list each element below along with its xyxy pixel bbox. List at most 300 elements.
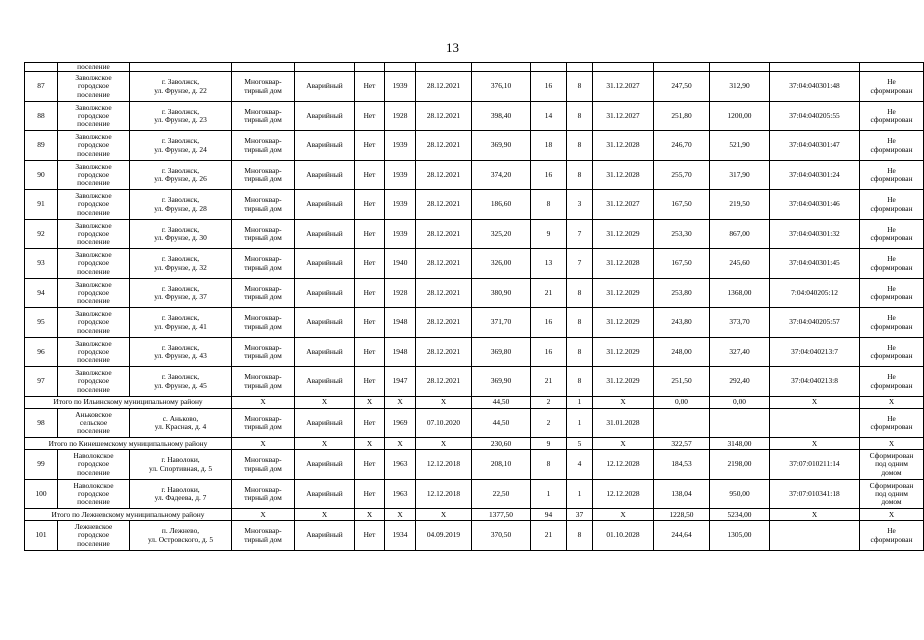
table-body <box>25 63 924 551</box>
resettled-area-cell: 138,04 <box>654 479 710 509</box>
municipality-cell: Заволжское городское поселение <box>58 160 130 190</box>
table-row <box>25 408 924 438</box>
year-built-cell: 1963 <box>385 479 416 509</box>
subtotal-deadline-cell: X <box>593 438 654 450</box>
flag-cell: Нет <box>355 408 385 438</box>
table-row <box>25 190 924 220</box>
land-plot-cell: Не сформирован <box>860 521 924 551</box>
subtotal-area2-cell: 0,00 <box>654 396 710 408</box>
address-cell: г. Заволжск, ул. Фрунзе, д. 28 <box>130 190 232 220</box>
cost-cell: 292,40 <box>710 367 770 397</box>
flats-cell: 8 <box>567 308 593 338</box>
land-plot-cell: Не сформирован <box>860 72 924 102</box>
year-built-cell: 1939 <box>385 160 416 190</box>
subtotal-land-cell: X <box>860 509 924 521</box>
subtotal-area-cell: 1377,50 <box>472 509 531 521</box>
flag-cell: Нет <box>355 308 385 338</box>
year-built-cell: 1934 <box>385 521 416 551</box>
row-number-cell: 93 <box>25 249 58 279</box>
table-row <box>25 160 924 190</box>
address-cell: г. Наволоки, ул. Спортивная, д. 5 <box>130 450 232 480</box>
building-type-cell: Многоквар- тирный дом <box>232 408 295 438</box>
status-cell: Аварийный <box>295 367 355 397</box>
subtotal-cost-cell: 0,00 <box>710 396 770 408</box>
municipality-cell: Заволжское городское поселение <box>58 101 130 131</box>
subtotal-row <box>25 438 924 450</box>
deadline-cell: 31.01.2028 <box>593 408 654 438</box>
flag-cell: Нет <box>355 190 385 220</box>
deadline-cell: 31.12.2029 <box>593 219 654 249</box>
resettled-area-cell: 251,50 <box>654 367 710 397</box>
deadline-cell: 31.12.2029 <box>593 308 654 338</box>
cadastral-number-cell: 37:04:040301:48 <box>770 72 860 102</box>
deadline-cell: 31.12.2028 <box>593 160 654 190</box>
subtotal-year-cell: X <box>385 438 416 450</box>
status-cell: Аварийный <box>295 131 355 161</box>
area-cell: 380,90 <box>472 278 531 308</box>
flats-cell: 8 <box>567 278 593 308</box>
building-type-cell: Многоквар- тирный дом <box>232 450 295 480</box>
year-built-cell: 1939 <box>385 219 416 249</box>
cadastral-number-cell: 37:04:040213:8 <box>770 367 860 397</box>
cadastral-number-cell <box>770 521 860 551</box>
cadastral-number-cell: 37:04:040301:45 <box>770 249 860 279</box>
area-cell: 376,10 <box>472 72 531 102</box>
subtotal-type-cell: X <box>232 509 295 521</box>
building-type-cell: Многоквар- тирный дом <box>232 479 295 509</box>
cost-cell: 521,90 <box>710 131 770 161</box>
subtotal-area-cell: 44,50 <box>472 396 531 408</box>
resettled-area-cell: 184,53 <box>654 450 710 480</box>
year-built-cell: 1939 <box>385 131 416 161</box>
subtotal-flats-cell: 5 <box>567 438 593 450</box>
row-number-cell: 90 <box>25 160 58 190</box>
recognition-date-cell: 12.12.2018 <box>416 479 472 509</box>
area-cell: 325,20 <box>472 219 531 249</box>
status-cell: Аварийный <box>295 479 355 509</box>
residents-cell: 16 <box>531 337 567 367</box>
building-type-cell: Многоквар- тирный дом <box>232 249 295 279</box>
resettled-area-cell: 243,80 <box>654 308 710 338</box>
deadline-cell: 31.12.2027 <box>593 190 654 220</box>
land-plot-cell: Не сформирован <box>860 160 924 190</box>
cadastral-number-cell: 37:07:010341:18 <box>770 479 860 509</box>
flag-cell: Нет <box>355 278 385 308</box>
address-cell: г. Наволоки, ул. Фадеева, д. 7 <box>130 479 232 509</box>
building-type-cell: Многоквар- тирный дом <box>232 308 295 338</box>
row-number-cell: 92 <box>25 219 58 249</box>
flag-cell: Нет <box>355 249 385 279</box>
year-built-cell: 1948 <box>385 337 416 367</box>
residents-cell: 21 <box>531 278 567 308</box>
municipality-cell: поселение <box>58 63 130 72</box>
building-type-cell: Многоквар- тирный дом <box>232 521 295 551</box>
residents-cell: 9 <box>531 219 567 249</box>
status-cell: Аварийный <box>295 408 355 438</box>
land-plot-cell: Сформирован под одним домом <box>860 479 924 509</box>
subtotal-status-cell: X <box>295 396 355 408</box>
flats-cell: 8 <box>567 521 593 551</box>
row-number-cell: 99 <box>25 450 58 480</box>
table-row-fragment <box>25 63 924 72</box>
address-cell: п. Лежнево, ул. Островского, д. 5 <box>130 521 232 551</box>
table-row <box>25 72 924 102</box>
row-number-cell: 91 <box>25 190 58 220</box>
recognition-date-cell: 28.12.2021 <box>416 308 472 338</box>
row-number-cell: 88 <box>25 101 58 131</box>
status-cell: Аварийный <box>295 219 355 249</box>
subtotal-date-cell: X <box>416 438 472 450</box>
municipality-cell: Наволокское городское поселение <box>58 479 130 509</box>
land-plot-cell: Не сформирован <box>860 408 924 438</box>
subtotal-row <box>25 396 924 408</box>
flag-cell: Нет <box>355 101 385 131</box>
building-type-cell: Многоквар- тирный дом <box>232 337 295 367</box>
deadline-cell: 31.12.2027 <box>593 101 654 131</box>
area-cell: 371,70 <box>472 308 531 338</box>
status-cell: Аварийный <box>295 450 355 480</box>
address-cell: г. Заволжск, ул. Фрунзе, д. 37 <box>130 278 232 308</box>
year-built-cell: 1948 <box>385 308 416 338</box>
flag-cell: Нет <box>355 337 385 367</box>
cost-cell: 867,00 <box>710 219 770 249</box>
subtotal-deadline-cell: X <box>593 509 654 521</box>
municipality-cell: Заволжское городское поселение <box>58 190 130 220</box>
subtotal-row <box>25 509 924 521</box>
recognition-date-cell: 07.10.2020 <box>416 408 472 438</box>
residents-cell: 16 <box>531 72 567 102</box>
residents-cell: 21 <box>531 367 567 397</box>
subtotal-flag-cell: X <box>355 509 385 521</box>
table-row <box>25 337 924 367</box>
year-built-cell: 1963 <box>385 450 416 480</box>
subtotal-deadline-cell: X <box>593 396 654 408</box>
deadline-cell: 31.12.2029 <box>593 367 654 397</box>
table-row <box>25 101 924 131</box>
cadastral-number-cell: 37:04:040213:7 <box>770 337 860 367</box>
flag-cell: Нет <box>355 72 385 102</box>
land-plot-cell: Не сформирован <box>860 308 924 338</box>
cost-cell: 950,00 <box>710 479 770 509</box>
area-cell: 22,50 <box>472 479 531 509</box>
land-plot-cell: Не сформирован <box>860 131 924 161</box>
resettled-area-cell: 167,50 <box>654 190 710 220</box>
recognition-date-cell: 28.12.2021 <box>416 131 472 161</box>
land-plot-cell: Не сформирован <box>860 249 924 279</box>
flats-cell: 3 <box>567 190 593 220</box>
residents-cell: 2 <box>531 408 567 438</box>
flats-cell: 8 <box>567 337 593 367</box>
status-cell: Аварийный <box>295 101 355 131</box>
status-cell: Аварийный <box>295 308 355 338</box>
subtotal-label: Итого по Ильинскому муниципальному району <box>25 396 232 408</box>
deadline-cell: 12.12.2028 <box>593 450 654 480</box>
cost-cell: 317,90 <box>710 160 770 190</box>
flats-cell: 7 <box>567 249 593 279</box>
area-cell: 369,90 <box>472 367 531 397</box>
municipality-cell: Лежневское городское поселение <box>58 521 130 551</box>
subtotal-cost-cell: 5234,00 <box>710 509 770 521</box>
subtotal-area2-cell: 322,57 <box>654 438 710 450</box>
municipality-cell: Заволжское городское поселение <box>58 249 130 279</box>
address-cell: г. Заволжск, ул. Фрунзе, д. 24 <box>130 131 232 161</box>
resettled-area-cell: 253,80 <box>654 278 710 308</box>
status-cell: Аварийный <box>295 337 355 367</box>
flag-cell: Нет <box>355 131 385 161</box>
recognition-date-cell: 28.12.2021 <box>416 367 472 397</box>
building-type-cell: Многоквар- тирный дом <box>232 367 295 397</box>
subtotal-people-cell: 94 <box>531 509 567 521</box>
building-type-cell: Многоквар- тирный дом <box>232 131 295 161</box>
recognition-date-cell: 28.12.2021 <box>416 278 472 308</box>
row-number-cell: 87 <box>25 72 58 102</box>
cadastral-number-cell: 37:04:040205:57 <box>770 308 860 338</box>
year-built-cell: 1939 <box>385 72 416 102</box>
subtotal-cadastral-cell: X <box>770 438 860 450</box>
subtotal-label: Итого по Кинешемскому муниципальному району <box>25 438 232 450</box>
building-type-cell: Многоквар- тирный дом <box>232 190 295 220</box>
cost-cell: 2198,00 <box>710 450 770 480</box>
flag-cell: Нет <box>355 450 385 480</box>
status-cell: Аварийный <box>295 160 355 190</box>
year-built-cell: 1939 <box>385 190 416 220</box>
flag-cell: Нет <box>355 160 385 190</box>
recognition-date-cell: 28.12.2021 <box>416 219 472 249</box>
subtotal-status-cell: X <box>295 438 355 450</box>
area-cell: 44,50 <box>472 408 531 438</box>
year-built-cell: 1947 <box>385 367 416 397</box>
resettled-area-cell: 248,00 <box>654 337 710 367</box>
row-number-cell: 101 <box>25 521 58 551</box>
table-row <box>25 249 924 279</box>
residents-cell: 1 <box>531 479 567 509</box>
flats-cell: 8 <box>567 101 593 131</box>
cost-cell: 219,50 <box>710 190 770 220</box>
land-plot-cell: Не сформирован <box>860 337 924 367</box>
table-row <box>25 479 924 509</box>
subtotal-status-cell: X <box>295 509 355 521</box>
recognition-date-cell: 12.12.2018 <box>416 450 472 480</box>
recognition-date-cell: 28.12.2021 <box>416 72 472 102</box>
table-row <box>25 131 924 161</box>
subtotal-land-cell: X <box>860 396 924 408</box>
land-plot-cell: Не сформирован <box>860 278 924 308</box>
area-cell: 398,40 <box>472 101 531 131</box>
resettled-area-cell: 255,70 <box>654 160 710 190</box>
cadastral-number-cell: 7:04:040205:12 <box>770 278 860 308</box>
recognition-date-cell: 28.12.2021 <box>416 101 472 131</box>
address-cell: г. Заволжск, ул. Фрунзе, д. 43 <box>130 337 232 367</box>
table-row <box>25 367 924 397</box>
flats-cell: 4 <box>567 450 593 480</box>
page-number: 13 <box>446 40 459 55</box>
row-number-cell: 94 <box>25 278 58 308</box>
address-cell: г. Заволжск, ул. Фрунзе, д. 30 <box>130 219 232 249</box>
subtotal-year-cell: X <box>385 509 416 521</box>
recognition-date-cell: 28.12.2021 <box>416 249 472 279</box>
status-cell: Аварийный <box>295 190 355 220</box>
address-cell: г. Заволжск, ул. Фрунзе, д. 23 <box>130 101 232 131</box>
area-cell: 208,10 <box>472 450 531 480</box>
cadastral-number-cell: 37:04:040301:47 <box>770 131 860 161</box>
recognition-date-cell: 28.12.2021 <box>416 337 472 367</box>
area-cell: 369,90 <box>472 131 531 161</box>
cost-cell: 1200,00 <box>710 101 770 131</box>
residents-cell: 8 <box>531 190 567 220</box>
cadastral-number-cell: 37:07:010211:14 <box>770 450 860 480</box>
year-built-cell: 1940 <box>385 249 416 279</box>
row-number-cell: 95 <box>25 308 58 338</box>
deadline-cell: 31.12.2029 <box>593 337 654 367</box>
resettled-area-cell: 247,50 <box>654 72 710 102</box>
subtotal-label: Итого по Лежневскому муниципальному району <box>25 509 232 521</box>
land-plot-cell: Не сформирован <box>860 367 924 397</box>
cadastral-number-cell: 37:04:040301:46 <box>770 190 860 220</box>
resettled-area-cell: 253,30 <box>654 219 710 249</box>
status-cell: Аварийный <box>295 278 355 308</box>
address-cell: г. Заволжск, ул. Фрунзе, д. 26 <box>130 160 232 190</box>
deadline-cell: 31.12.2028 <box>593 131 654 161</box>
status-cell: Аварийный <box>295 72 355 102</box>
subtotal-type-cell: X <box>232 396 295 408</box>
recognition-date-cell: 04.09.2019 <box>416 521 472 551</box>
table-row <box>25 521 924 551</box>
subtotal-flag-cell: X <box>355 396 385 408</box>
resettled-area-cell: 246,70 <box>654 131 710 161</box>
building-type-cell: Многоквар- тирный дом <box>232 278 295 308</box>
residents-cell: 8 <box>531 450 567 480</box>
flag-cell: Нет <box>355 521 385 551</box>
building-type-cell: Многоквар- тирный дом <box>232 72 295 102</box>
municipality-cell: Заволжское городское поселение <box>58 278 130 308</box>
subtotal-cadastral-cell: X <box>770 509 860 521</box>
municipality-cell: Заволжское городское поселение <box>58 131 130 161</box>
subtotal-people-cell: 9 <box>531 438 567 450</box>
subtotal-flats-cell: 1 <box>567 396 593 408</box>
deadline-cell: 31.12.2029 <box>593 278 654 308</box>
land-plot-cell: Не сформирован <box>860 190 924 220</box>
subtotal-year-cell: X <box>385 396 416 408</box>
residents-cell: 18 <box>531 131 567 161</box>
row-number-cell: 97 <box>25 367 58 397</box>
area-cell: 370,50 <box>472 521 531 551</box>
address-cell: с. Аньково, ул. Красная, д. 4 <box>130 408 232 438</box>
municipality-cell: Заволжское городское поселение <box>58 219 130 249</box>
residents-cell: 14 <box>531 101 567 131</box>
address-cell: г. Заволжск, ул. Фрунзе, д. 22 <box>130 72 232 102</box>
cost-cell: 327,40 <box>710 337 770 367</box>
municipality-cell: Заволжское городское поселение <box>58 308 130 338</box>
land-plot-cell: Не сформирован <box>860 219 924 249</box>
recognition-date-cell: 28.12.2021 <box>416 160 472 190</box>
area-cell: 369,80 <box>472 337 531 367</box>
subtotal-flats-cell: 37 <box>567 509 593 521</box>
flag-cell: Нет <box>355 479 385 509</box>
municipality-cell: Наволокское городское поселение <box>58 450 130 480</box>
year-built-cell: 1928 <box>385 101 416 131</box>
cadastral-number-cell: 37:04:040301:32 <box>770 219 860 249</box>
flats-cell: 1 <box>567 408 593 438</box>
subtotal-date-cell: X <box>416 396 472 408</box>
cost-cell: 312,90 <box>710 72 770 102</box>
row-number-cell: 100 <box>25 479 58 509</box>
flats-cell: 1 <box>567 479 593 509</box>
row-number-cell: 98 <box>25 408 58 438</box>
subtotal-people-cell: 2 <box>531 396 567 408</box>
deadline-cell: 01.10.2028 <box>593 521 654 551</box>
cadastral-number-cell <box>770 408 860 438</box>
resettled-area-cell: 251,80 <box>654 101 710 131</box>
resettled-area-cell <box>654 408 710 438</box>
table-row <box>25 278 924 308</box>
cadastral-number-cell: 37:04:040205:55 <box>770 101 860 131</box>
cadastral-number-cell: 37:04:040301:24 <box>770 160 860 190</box>
deadline-cell: 12.12.2028 <box>593 479 654 509</box>
address-cell: г. Заволжск, ул. Фрунзе, д. 41 <box>130 308 232 338</box>
year-built-cell: 1969 <box>385 408 416 438</box>
building-type-cell: Многоквар- тирный дом <box>232 101 295 131</box>
status-cell: Аварийный <box>295 249 355 279</box>
flats-cell: 8 <box>567 131 593 161</box>
building-type-cell: Многоквар- тирный дом <box>232 219 295 249</box>
municipality-cell: Заволжское городское поселение <box>58 337 130 367</box>
deadline-cell: 31.12.2028 <box>593 249 654 279</box>
area-cell: 326,00 <box>472 249 531 279</box>
cost-cell <box>710 408 770 438</box>
flats-cell: 7 <box>567 219 593 249</box>
land-plot-cell: Сформирован под одним домом <box>860 450 924 480</box>
cost-cell: 1305,00 <box>710 521 770 551</box>
recognition-date-cell: 28.12.2021 <box>416 190 472 220</box>
subtotal-flag-cell: X <box>355 438 385 450</box>
subtotal-cadastral-cell: X <box>770 396 860 408</box>
municipality-cell: Заволжское городское поселение <box>58 72 130 102</box>
table-row <box>25 308 924 338</box>
table-row <box>25 219 924 249</box>
building-type-cell: Многоквар- тирный дом <box>232 160 295 190</box>
area-cell: 186,60 <box>472 190 531 220</box>
land-plot-cell: Не сформирован <box>860 101 924 131</box>
area-cell: 374,20 <box>472 160 531 190</box>
address-cell: г. Заволжск, ул. Фрунзе, д. 45 <box>130 367 232 397</box>
subtotal-area-cell: 230,60 <box>472 438 531 450</box>
cost-cell: 1368,00 <box>710 278 770 308</box>
row-number-cell: 96 <box>25 337 58 367</box>
flats-cell: 8 <box>567 72 593 102</box>
row-number-cell: 89 <box>25 131 58 161</box>
subtotal-date-cell: X <box>416 509 472 521</box>
subtotal-land-cell: X <box>860 438 924 450</box>
resettled-area-cell: 167,50 <box>654 249 710 279</box>
residents-cell: 16 <box>531 160 567 190</box>
resettled-area-cell: 244,64 <box>654 521 710 551</box>
address-cell: г. Заволжск, ул. Фрунзе, д. 32 <box>130 249 232 279</box>
table-row <box>25 450 924 480</box>
flag-cell: Нет <box>355 219 385 249</box>
status-cell: Аварийный <box>295 521 355 551</box>
cost-cell: 373,70 <box>710 308 770 338</box>
flats-cell: 8 <box>567 367 593 397</box>
municipality-cell: Аньковское сельское поселение <box>58 408 130 438</box>
subtotal-type-cell: X <box>232 438 295 450</box>
flag-cell: Нет <box>355 367 385 397</box>
deadline-cell: 31.12.2027 <box>593 72 654 102</box>
subtotal-area2-cell: 1228,50 <box>654 509 710 521</box>
residents-cell: 21 <box>531 521 567 551</box>
subtotal-cost-cell: 3148,00 <box>710 438 770 450</box>
residents-cell: 16 <box>531 308 567 338</box>
residents-cell: 13 <box>531 249 567 279</box>
